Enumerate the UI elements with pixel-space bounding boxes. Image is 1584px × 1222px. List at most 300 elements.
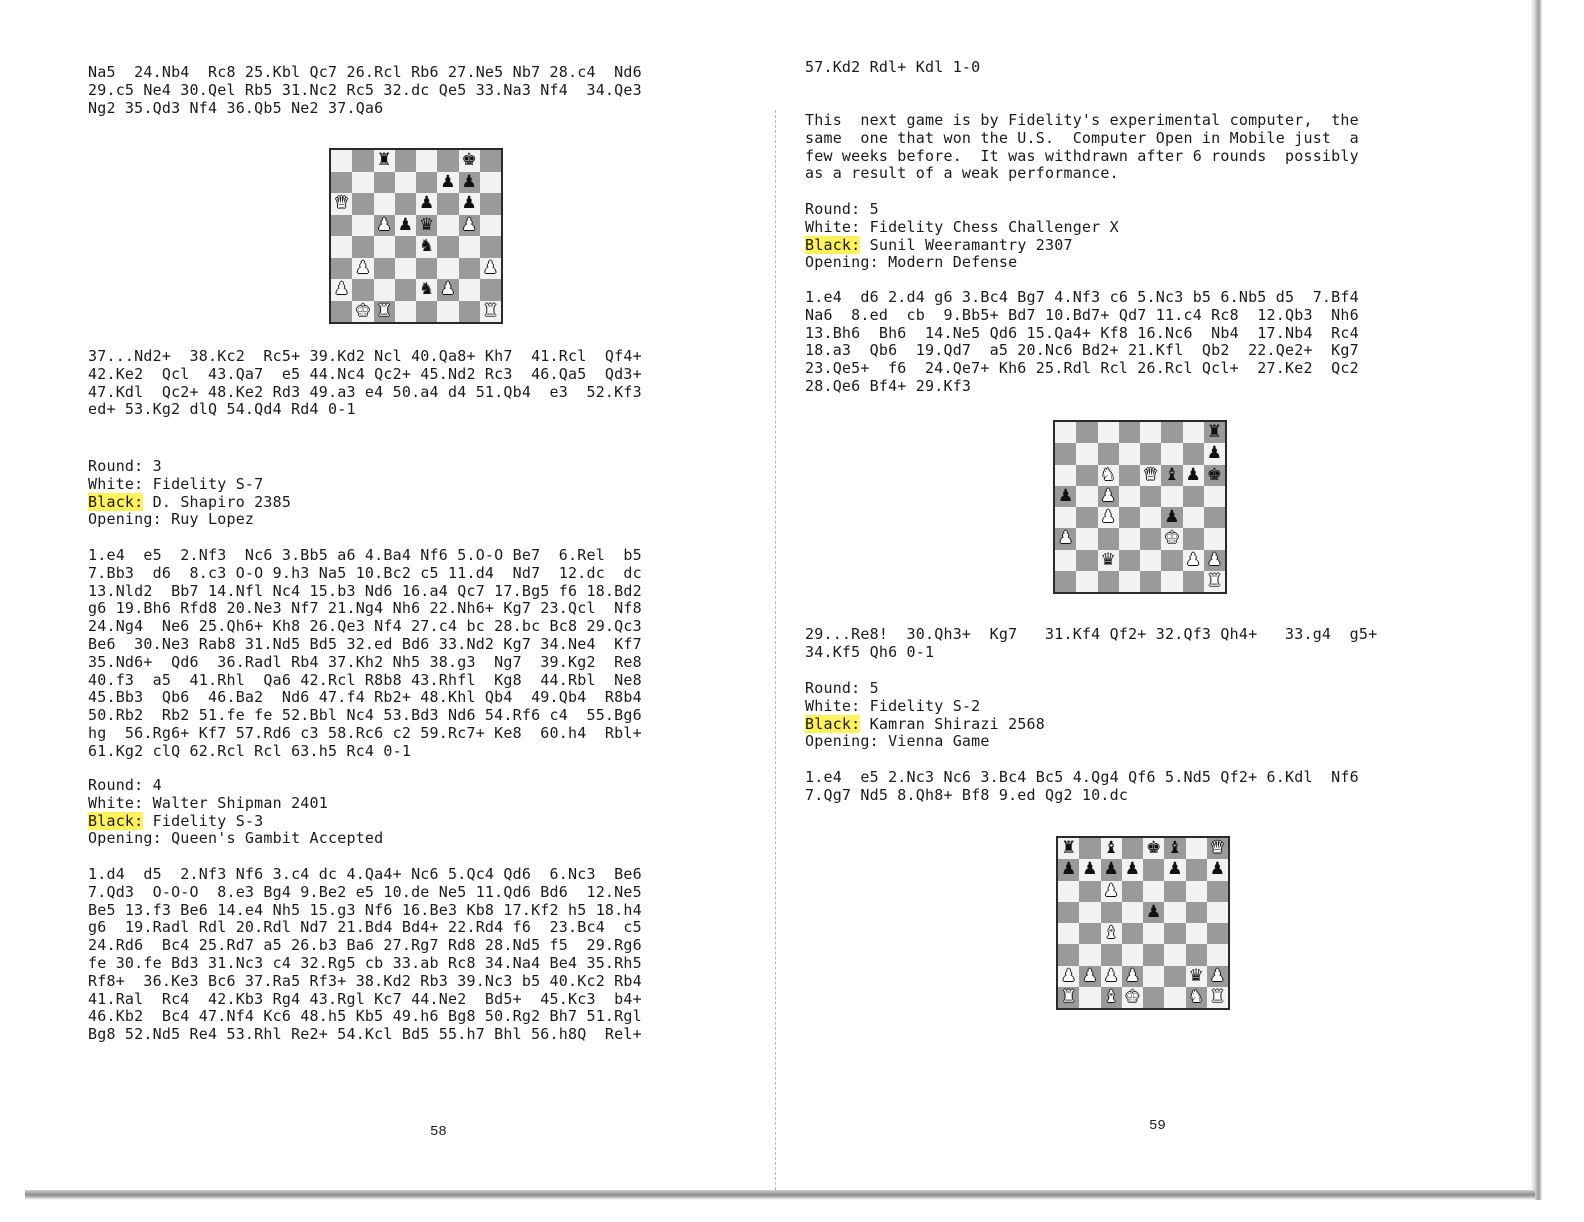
- board-square: [1207, 987, 1228, 1008]
- page-number: 59: [1149, 1118, 1166, 1134]
- white-pawn-icon: ♟: [1206, 549, 1222, 570]
- board-square: [1183, 443, 1204, 464]
- board-square: [1204, 550, 1225, 571]
- text-line: 42.Ke2 Qcl 43.Qa7 e5 44.Nc4 Qc2+ 45.Nd2 Rc3 46.Qa5 Qd3+: [88, 364, 642, 383]
- board-square: [1143, 966, 1164, 987]
- game-header-round-3: [88, 458, 291, 529]
- board-square: [1164, 944, 1185, 965]
- board-square: [1186, 944, 1207, 965]
- white-player: White: Fidelity S-2: [805, 696, 981, 715]
- text-line: Ng2 35.Qd3 Nf4 36.Qb5 Ne2 37.Qa6: [88, 98, 384, 117]
- game-header-round-4: [88, 777, 383, 848]
- board-square: [1058, 923, 1079, 944]
- board-square: [1055, 550, 1076, 571]
- board-square: [374, 301, 395, 323]
- white-rook-icon: ♜: [1061, 986, 1077, 1007]
- board-square: [1161, 443, 1182, 464]
- board-square: [1207, 859, 1228, 880]
- board-square: [1164, 859, 1185, 880]
- board-square: [1098, 507, 1119, 528]
- board-square: [1204, 486, 1225, 507]
- board-square: [416, 172, 437, 194]
- white-pawn-icon: ♟: [482, 257, 498, 278]
- text-line: 1.e4 e5 2.Nc3 Nc6 3.Bc4 Bc5 4.Qg4 Qf6 5.Nd5 Qf2+ 6.Kdl Nf6: [805, 768, 1359, 786]
- round-label: Round: 5: [805, 200, 879, 218]
- chess-diagram-1: [329, 148, 503, 324]
- board-square: [1143, 859, 1164, 880]
- white-pawn-icon: ♟: [1209, 965, 1225, 986]
- board-square: [1122, 923, 1143, 944]
- white-player: White: Fidelity S-7: [88, 474, 264, 493]
- black-label-highlight: Black:: [88, 492, 144, 511]
- text-line: 1.e4 d6 2.d4 g6 3.Bc4 Bg7 4.Nf3 c6 5.Nc3 b5 6.Nb5 d5 7.Bf4: [805, 288, 1359, 306]
- board-square: [1183, 507, 1204, 528]
- board-square: [1055, 422, 1076, 443]
- board-square: [395, 258, 416, 280]
- white-pawn-icon: ♟: [334, 279, 350, 300]
- board-square: [416, 279, 437, 301]
- black-pawn-icon: ♟: [1146, 901, 1162, 922]
- board-square: [1098, 443, 1119, 464]
- board-square: [1183, 465, 1204, 486]
- board-square: [1058, 838, 1079, 859]
- white-pawn-icon: ♟: [1058, 528, 1074, 549]
- game-moves-round-3: [88, 547, 642, 761]
- board-square: [1079, 923, 1100, 944]
- white-knight-icon: ♞: [1100, 464, 1116, 485]
- board-square: [1207, 944, 1228, 965]
- black-pawn-icon: ♟: [1058, 485, 1074, 506]
- board-square: [1122, 859, 1143, 880]
- board-square: [459, 236, 480, 258]
- game-moves-round-4: [88, 866, 642, 1044]
- board-square: [1098, 422, 1119, 443]
- white-pawn-icon: ♟: [376, 214, 392, 235]
- board-square: [1164, 987, 1185, 1008]
- opening-label: Opening: Queen's Gambit Accepted: [88, 829, 384, 848]
- board-square: [374, 193, 395, 215]
- black-pawn-icon: ♟: [1206, 443, 1222, 464]
- board-square: [1058, 966, 1079, 987]
- white-bishop-icon: ♝: [1103, 923, 1119, 944]
- board-square: [1079, 966, 1100, 987]
- board-square: [1098, 465, 1119, 486]
- white-pawn-icon: ♟: [355, 257, 371, 278]
- white-pawn-icon: ♟: [1061, 965, 1077, 986]
- text-line: This next game is by Fidelity's experimental computer, the: [805, 111, 1359, 129]
- board-square: [1164, 838, 1185, 859]
- board-square: [395, 215, 416, 237]
- black-knight-icon: ♞: [419, 279, 435, 300]
- text-line: ed+ 53.Kg2 dlQ 54.Qd4 Rd4 0-1: [88, 400, 356, 419]
- board-square: [1076, 528, 1097, 549]
- black-pawn-icon: ♟: [397, 214, 413, 235]
- board-square: [374, 150, 395, 172]
- board-square: [374, 279, 395, 301]
- board-square: [1204, 507, 1225, 528]
- text-line: Be6 30.Ne3 Rab8 31.Nd5 Bd5 32.ed Bd6 33.Nd2 Kg7 34.Ne4 Kf7: [88, 634, 642, 653]
- board-square: [459, 279, 480, 301]
- board-square: [1122, 966, 1143, 987]
- text-line: Be5 13.f3 Be6 14.e4 Nh5 15.g3 Nf6 16.Be3 Kb8 17.Kf2 h5 18.h4: [88, 900, 642, 919]
- white-player: White: Walter Shipman 2401: [88, 793, 328, 812]
- board-square: [1076, 443, 1097, 464]
- board-square: [331, 258, 352, 280]
- board-square: [1122, 902, 1143, 923]
- board-square: [1143, 902, 1164, 923]
- black-queen-icon: ♛: [1100, 549, 1116, 570]
- white-pawn-icon: ♟: [461, 214, 477, 235]
- board-square: [1101, 923, 1122, 944]
- white-bishop-icon: ♝: [1103, 986, 1119, 1007]
- round-label: Round: 3: [88, 457, 162, 475]
- board-square: [1186, 966, 1207, 987]
- board-square: [352, 150, 373, 172]
- black-bishop-icon: ♝: [1103, 838, 1119, 859]
- text-line: 13.Bh6 Bh6 14.Ne5 Qd6 15.Qa4+ Kf8 16.Nc6 Nb4 17.Nb4 Rc4: [805, 323, 1359, 342]
- board-square: [352, 172, 373, 194]
- board-square: [331, 301, 352, 323]
- board-square: [1079, 859, 1100, 880]
- board-square: [459, 150, 480, 172]
- white-rook-icon: ♜: [1209, 986, 1225, 1007]
- text-line: few weeks before. It was withdrawn after 6 rounds possibly: [805, 146, 1359, 165]
- white-king-icon: ♚: [1124, 986, 1140, 1007]
- board-square: [1055, 507, 1076, 528]
- board-square: [1161, 571, 1182, 592]
- board-square: [1058, 881, 1079, 902]
- board-square: [1140, 550, 1161, 571]
- board-square: [1119, 507, 1140, 528]
- board-square: [416, 215, 437, 237]
- board-square: [1122, 944, 1143, 965]
- black-rook-icon: ♜: [1206, 422, 1222, 443]
- white-king-icon: ♚: [355, 300, 371, 321]
- text-line: 29.c5 Ne4 30.Qel Rb5 31.Nc2 Rc5 32.dc Qe5 33.Na3 Nf4 34.Qe3: [88, 80, 642, 99]
- board-square: [437, 236, 458, 258]
- board-square: [1076, 486, 1097, 507]
- black-player: Sunil Weeramantry 2307: [860, 235, 1073, 254]
- text-line: Rf8+ 36.Ke3 Bc6 37.Ra5 Rf3+ 38.Kd2 Rb3 39.Nc3 b5 40.Kc2 Rb4: [88, 971, 642, 990]
- board-square: [352, 193, 373, 215]
- black-pawn-icon: ♟: [461, 193, 477, 214]
- black-label-highlight: Black:: [805, 714, 861, 733]
- board-square: [1186, 902, 1207, 923]
- board-square: [395, 172, 416, 194]
- black-king-icon: ♚: [1206, 464, 1222, 485]
- round-label: Round: 4: [88, 776, 162, 794]
- board-square: [1183, 528, 1204, 549]
- board-square: [416, 258, 437, 280]
- black-label-highlight: Black:: [88, 811, 144, 830]
- board-square: [352, 258, 373, 280]
- text-line: 57.Kd2 Rdl+ Kdl 1-0: [805, 58, 981, 76]
- black-pawn-icon: ♟: [1124, 859, 1140, 880]
- board-square: [1079, 881, 1100, 902]
- board-square: [480, 150, 501, 172]
- game-header-round-5b: [805, 680, 1045, 751]
- board-square: [1161, 486, 1182, 507]
- board-square: [1119, 486, 1140, 507]
- text-line: 29...Re8! 30.Qh3+ Kg7 31.Kf4 Qf2+ 32.Qf3 Qh4+ 33.g4 g5+: [805, 625, 1378, 643]
- board-square: [1161, 550, 1182, 571]
- chess-diagram-2: [1053, 420, 1227, 594]
- text-line: g6 19.Radl Rdl 20.Rdl Nd7 21.Bd4 Bd4+ 22.Rd4 f6 23.Bc4 c5: [88, 918, 642, 937]
- board-square: [1119, 443, 1140, 464]
- black-rook-icon: ♜: [1061, 838, 1077, 859]
- board-square: [1058, 987, 1079, 1008]
- opening-label: Opening: Vienna Game: [805, 732, 990, 751]
- black-king-icon: ♚: [1146, 838, 1162, 859]
- board-square: [395, 279, 416, 301]
- board-square: [459, 172, 480, 194]
- board-square: [1119, 465, 1140, 486]
- text-line: fe 30.fe Bd3 31.Nc3 c4 32.Rg5 cb 33.ab Rc8 34.Na4 Be4 35.Rh5: [88, 953, 642, 972]
- white-player: White: Fidelity Chess Challenger X: [805, 217, 1119, 236]
- board-square: [437, 301, 458, 323]
- board-square: [1207, 881, 1228, 902]
- board-square: [1204, 443, 1225, 464]
- board-square: [1098, 550, 1119, 571]
- text-line: 23.Qe5+ f6 24.Qe7+ Kh6 25.Rdl Rcl 26.Rcl Qcl+ 27.Ke2 Qc2: [805, 359, 1359, 378]
- text-line: Bg8 52.Nd5 Re4 53.Rhl Re2+ 54.Kcl Bd5 55.h7 Bhl 56.h8Q Rel+: [88, 1025, 642, 1044]
- intro-paragraph: [805, 112, 1359, 183]
- board-square: [1143, 838, 1164, 859]
- board-square: [1186, 838, 1207, 859]
- board-square: [1076, 465, 1097, 486]
- white-queen-icon: ♛: [334, 193, 350, 214]
- board-square: [459, 193, 480, 215]
- board-square: [352, 279, 373, 301]
- white-king-icon: ♚: [1164, 528, 1180, 549]
- board-square: [1101, 838, 1122, 859]
- board-square: [374, 172, 395, 194]
- game-header-round-5a: [805, 201, 1119, 272]
- board-square: [437, 172, 458, 194]
- board-square: [1098, 486, 1119, 507]
- white-pawn-icon: ♟: [1103, 965, 1119, 986]
- board-square: [459, 258, 480, 280]
- text-line: 61.Kg2 clQ 62.Rcl Rcl 63.h5 Rc4 0-1: [88, 741, 412, 760]
- left-top-moves: [88, 64, 642, 117]
- white-knight-icon: ♞: [1188, 986, 1204, 1007]
- board-square: [395, 236, 416, 258]
- text-line: 1.e4 e5 2.Nf3 Nc6 3.Bb5 a6 4.Ba4 Nf6 5.O-O Be7 6.Rel b5: [88, 546, 642, 564]
- board-square: [1143, 987, 1164, 1008]
- right-page: [775, 0, 1550, 1200]
- board-square: [416, 193, 437, 215]
- black-label-highlight: Black:: [805, 235, 861, 254]
- board-square: [1140, 422, 1161, 443]
- board-square: [1161, 507, 1182, 528]
- text-line: 7.Qd3 O-O-O 8.e3 Bg4 9.Be2 e5 10.de Ne5 11.Qd6 Bd6 12.Ne5: [88, 882, 642, 901]
- text-line: hg 56.Rg6+ Kf7 57.Rd6 c3 58.Rc6 c2 59.Rc7+ Ke8 60.h4 Rbl+: [88, 723, 642, 742]
- board-square: [1101, 881, 1122, 902]
- text-line: Na6 8.ed cb 9.Bb5+ Bd7 10.Bd7+ Qd7 11.c4 Rc8 12.Qb3 Nh6: [805, 305, 1359, 324]
- text-line: 1.d4 d5 2.Nf3 Nf6 3.c4 dc 4.Qa4+ Nc6 5.Qc4 Qd6 6.Nc3 Be6: [88, 865, 642, 883]
- board-square: [1055, 465, 1076, 486]
- board-square: [1079, 838, 1100, 859]
- game-moves-round-5a: [805, 289, 1359, 396]
- text-line: 34.Kf5 Qh6 0-1: [805, 642, 935, 661]
- board-square: [352, 301, 373, 323]
- board-square: [480, 236, 501, 258]
- board-square: [480, 301, 501, 323]
- board-square: [459, 301, 480, 323]
- page-bottom-shadow: [25, 1190, 1535, 1200]
- board-square: [1161, 422, 1182, 443]
- board-square: [1140, 507, 1161, 528]
- black-pawn-icon: ♟: [1082, 859, 1098, 880]
- black-pawn-icon: ♟: [440, 171, 456, 192]
- page-edge-shadow: [1530, 0, 1542, 1200]
- board-square: [437, 258, 458, 280]
- black-player: Fidelity S-3: [143, 811, 264, 830]
- board-square: [1186, 859, 1207, 880]
- text-line: 24.Ng4 Ne6 25.Qh6+ Kh8 26.Qe3 Nf4 27.c4 bc 28.bc Bc8 29.Qc3: [88, 617, 642, 636]
- board-square: [480, 193, 501, 215]
- board-square: [1186, 987, 1207, 1008]
- board-square: [1204, 465, 1225, 486]
- text-line: 46.Kb2 Bc4 47.Nf4 Kc6 48.h5 Kb5 49.h6 Bg8 50.Rg2 Bh7 51.Rgl: [88, 1007, 642, 1026]
- white-pawn-icon: ♟: [1100, 485, 1116, 506]
- board-square: [1079, 944, 1100, 965]
- white-pawn-icon: ♟: [440, 279, 456, 300]
- board-square: [459, 215, 480, 237]
- text-line: 18.a3 Qb6 19.Qd7 a5 20.Nc6 Bd2+ 21.Kfl Qb2 22.Qe2+ Kg7: [805, 341, 1359, 360]
- text-line: 24.Rd6 Bc4 25.Rd7 a5 26.b3 Ba6 27.Rg7 Rd8 28.Nd5 f5 29.Rg6: [88, 936, 642, 955]
- board-square: [1119, 528, 1140, 549]
- white-queen-icon: ♛: [1209, 838, 1225, 859]
- board-square: [1143, 881, 1164, 902]
- round-label: Round: 5: [805, 679, 879, 697]
- black-knight-icon: ♞: [419, 236, 435, 257]
- text-line: Na5 24.Nb4 Rc8 25.Kbl Qc7 26.Rcl Rb6 27.Ne5 Nb7 28.c4 Nd6: [88, 63, 642, 81]
- page-number: 58: [430, 1124, 447, 1140]
- text-line: 47.Kdl Qc2+ 48.Ke2 Rd3 49.a3 e4 50.a4 d4 51.Qb4 e3 52.Kf3: [88, 382, 642, 401]
- board-square: [1183, 422, 1204, 443]
- board-square: [1186, 881, 1207, 902]
- board-square: [331, 193, 352, 215]
- board-square: [437, 193, 458, 215]
- board-square: [480, 172, 501, 194]
- board-square: [1058, 944, 1079, 965]
- board-square: [1079, 902, 1100, 923]
- text-line: 35.Nd6+ Qd6 36.Radl Rb4 37.Kh2 Nh5 38.g3 Ng7 39.Kg2 Re8: [88, 652, 642, 671]
- board-square: [480, 215, 501, 237]
- board-square: [1204, 571, 1225, 592]
- board-square: [374, 236, 395, 258]
- white-pawn-icon: ♟: [1100, 507, 1116, 528]
- game-moves-round-5b: [805, 769, 1359, 805]
- board-square: [1101, 859, 1122, 880]
- board-square: [1161, 528, 1182, 549]
- board-square: [1140, 465, 1161, 486]
- white-pawn-icon: ♟: [1185, 549, 1201, 570]
- board-square: [1119, 571, 1140, 592]
- board-square: [352, 215, 373, 237]
- board-square: [395, 301, 416, 323]
- board-square: [352, 236, 373, 258]
- board-square: [1101, 944, 1122, 965]
- black-bishop-icon: ♝: [1167, 838, 1183, 859]
- chess-diagram-3: [1056, 836, 1230, 1010]
- board-square: [437, 215, 458, 237]
- white-pawn-icon: ♟: [1103, 880, 1119, 901]
- white-rook-icon: ♜: [1206, 570, 1222, 591]
- white-pawn-icon: ♟: [1082, 965, 1098, 986]
- board-square: [1207, 923, 1228, 944]
- board-square: [1119, 550, 1140, 571]
- text-line: 13.Nld2 Bb7 14.Nfl Nc4 15.b3 Nd6 16.a4 Qc7 17.Bg5 f6 18.Bd2: [88, 581, 642, 600]
- board-square: [1186, 923, 1207, 944]
- board-square: [480, 258, 501, 280]
- board-square: [1164, 923, 1185, 944]
- black-pawn-icon: ♟: [1185, 464, 1201, 485]
- board-square: [1183, 571, 1204, 592]
- board-square: [1122, 987, 1143, 1008]
- text-line: 7.Bb3 d6 8.c3 O-O 9.h3 Na5 10.Bc2 c5 11.d4 Nd7 12.dc dc: [88, 563, 642, 582]
- black-king-icon: ♚: [461, 150, 477, 171]
- white-queen-icon: ♛: [1143, 464, 1159, 485]
- board-square: [1164, 966, 1185, 987]
- board-square: [1098, 528, 1119, 549]
- board-square: [1204, 422, 1225, 443]
- board-square: [1140, 528, 1161, 549]
- board-square: [331, 236, 352, 258]
- board-square: [1058, 859, 1079, 880]
- board-square: [416, 301, 437, 323]
- opening-label: Opening: Modern Defense: [805, 253, 1018, 272]
- black-player: Kamran Shirazi 2568: [860, 714, 1046, 733]
- black-pawn-icon: ♟: [419, 193, 435, 214]
- board-square: [1122, 838, 1143, 859]
- board-square: [1101, 987, 1122, 1008]
- black-pawn-icon: ♟: [1103, 859, 1119, 880]
- board-square: [1140, 443, 1161, 464]
- board-square: [1076, 571, 1097, 592]
- board-square: [1207, 966, 1228, 987]
- black-pawn-icon: ♟: [1209, 859, 1225, 880]
- board-square: [1183, 486, 1204, 507]
- board-square: [416, 150, 437, 172]
- black-queen-icon: ♛: [1188, 965, 1204, 986]
- board-square: [1076, 422, 1097, 443]
- black-rook-icon: ♜: [376, 150, 392, 171]
- text-line: 45.Bb3 Qb6 46.Ba2 Nd6 47.f4 Rb2+ 48.Khl Qb4 49.Qb4 R8b4: [88, 688, 642, 707]
- board-square: [1143, 923, 1164, 944]
- board-square: [395, 193, 416, 215]
- left-page: [0, 0, 775, 1200]
- text-line: 50.Rb2 Rb2 51.fe fe 52.Bbl Nc4 53.Bd3 Nd6 54.Rf6 c4 55.Bg6: [88, 706, 642, 725]
- black-pawn-icon: ♟: [461, 171, 477, 192]
- text-line: same one that won the U.S. Computer Open in Mobile just a: [805, 128, 1359, 147]
- continuation-round-5a: [805, 626, 1377, 662]
- board-square: [1076, 550, 1097, 571]
- board-square: [1164, 881, 1185, 902]
- board-square: [437, 150, 458, 172]
- board-square: [1183, 550, 1204, 571]
- board-square: [1055, 443, 1076, 464]
- board-square: [1164, 902, 1185, 923]
- board-square: [1140, 486, 1161, 507]
- text-line: 40.f3 a5 41.Rhl Qa6 42.Rcl R8b8 43.Rhfl Kg8 44.Rbl Ne8: [88, 670, 642, 689]
- board-square: [1055, 571, 1076, 592]
- board-square: [1098, 571, 1119, 592]
- board-square: [331, 215, 352, 237]
- left-moves-after-diagram: [88, 348, 642, 419]
- text-line: g6 19.Bh6 Rfd8 20.Ne3 Nf7 21.Ng4 Nh6 22.Nh6+ Kg7 23.Qcl Nf8: [88, 599, 642, 618]
